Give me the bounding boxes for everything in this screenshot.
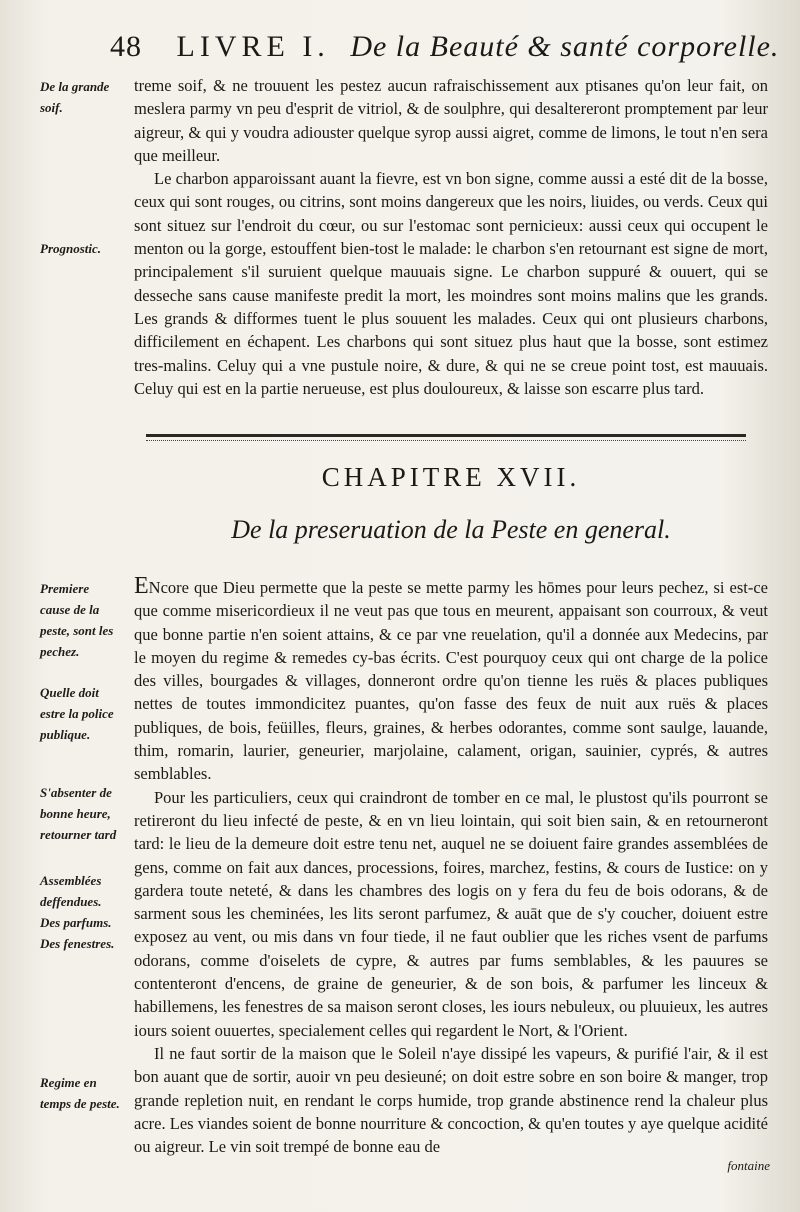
- margin-note-assemblees: Assemblées deffendues. Des parfums. Des fenestres.: [40, 873, 115, 951]
- paragraph-prognostic: Le charbon apparoissant auant la fievre, est vn bon signe, comme aussi a esté dit de la bosse, ceux qui sont rouges, ou citrins, sont moins dangereux que les noirs, liuides, ou verds. Ceux qui sont situez sur l'endroit du cœur, ou sur l'estomac sont pernicieux: aussi ceux qui occupent le menton ou la gorge, estouffent bien-tost le malade: le charbon s'en retournant est signe de mort, principalement s'il suruient quelque mauuais signe. Le charbon suppuré & ouuert, qui se desseche sans cause manifeste predit la mort, les moindres sont moins malins que les grands. Les grands & difformes tuent le plus souuent les malades. Ceux qui ont plusieurs charbons, difficilement en échapent. Les charbons qui sont situez plus haut que la bosse, sont estimez tres-malins. Celuy qui a vne pustule noire, & dure, & qui ne se creue point tost, est mauuais. Celuy qui est en la partie nerueuse, est plus douloureux, & laisse son escarre plus tard.: [134, 169, 768, 398]
- section-plague-signs: [134, 74, 768, 400]
- margin-note-prognostic: Prognostic.: [40, 241, 102, 256]
- margin-note-regime: Regime en temps de peste.: [40, 1075, 120, 1111]
- chapter-subtitle: De la preseruation de la Peste en general.: [231, 515, 671, 544]
- drop-cap: E: [134, 573, 149, 599]
- paragraph-thirst: treme soif, & ne trouuent les pestez aucun rafraischissement aux ptisanes qu'on leur fait, on meslera parmy vn peu d'esprit de vitriol, & de soulphre, qui desaltereront promptement par leur aigreur, & qui y voudra adiouster quelque syrop aussi aigret, comme de limons, le tout n'en sera que meilleur.: [134, 76, 768, 165]
- book-label: LIVRE I.: [176, 30, 330, 63]
- paragraph-regime: Il ne faut sortir de la maison que le Soleil n'aye dissipé les vapeurs, & purifié l'air, & il est bon auant que de sortir, auoir vn peu desieuné; on doit estre sobre en son boire & manger, trop grande repletion nuit, en rendant le corps humide, trop grande abstinence rend la chaleur plus acre. Les viandes soient de bonne nourriture & concoction, & qu'en toutes y aye quelque acidité ou aigreur. Le vin soit trempé de bonne eau de: [134, 1043, 768, 1157]
- margin-note-first-cause: Premiere cause de la peste, sont les pechez.: [40, 581, 114, 659]
- section-preservation: [134, 573, 768, 1158]
- margin-note-absenter: S'absenter de bonne heure, retourner tard: [40, 785, 117, 842]
- chapter-divider: [146, 434, 746, 437]
- catchword: fontaine: [727, 1158, 770, 1173]
- paragraph-divine-cause-text: Ncore que Dieu permette que la peste se mette parmy les hōmes pour leurs pechez, si est-ce que comme misericordieux il ne veut pas que tous en meurent, appaisant son courroux, & veut que bonne partie n'en soient attains, & ce par vne reuelation, qu'il a donnée aux Medecins, par le moyen du regime & remedes cy-bas écrits. C'est pourquoy ceux qui ont charge de la police des villes, bourgades & villages, donneront ordre qu'on tienne les ruës & places publiques nettes de toutes immondicitez puantes, qu'on fasse des feux de nuit aux ruës & places publiques, de bois, feüilles, fleurs, graines, & herbes odorantes, comme sont saulge, lauande, thim, romarin, laurier, geneurier, marjolaine, calament, origan, sauinier, cyprés, & autres semblables.: [134, 578, 768, 784]
- page-number: 48: [110, 30, 142, 63]
- margin-note-police: Quelle doit estre la police publique.: [40, 685, 114, 742]
- chapter-title: CHAPITRE XVII.: [321, 462, 581, 492]
- paragraph-particuliers: Pour les particuliers, ceux qui craindront de tomber en ce mal, le plustost qu'ils pourront se retireront du lieu infecté de peste, & en vn lieu lointain, qui soit bien sain, & en retourneront tard: le lieu de la demeure doit estre tenu net, auquel ne se doiuent faire grandes assemblées de gens, comme on fait aux dances, processions, foires, marchez, festins, & cours de Iustice: on y gardera toute neteté, & dans les chambres des logis on y fera du feu de bois odorans, & de sarment sous les cheminées, les lits seront parfumez, & auāt que de s'y coucher, doiuent estre exposez au vent, ou mis dans vn four tiede, il ne faut oublier que les riches vsent de parfums odorans, comme d'oiselets de cypre, & autres par fums semblables, & les pauures se contenteront d'encens, de graine de geneurier, & de son bois, & parfumer les linceux & habillemens, les fenestres de sa maison seront closes, les iours nebuleux, ou pluuieux, les autres iours soient ouuertes, specialement celles qui regardent le Nort, & l'Orient.: [134, 787, 768, 1040]
- book-subject: De la Beauté & santé corporelle.: [350, 30, 780, 63]
- margin-note-grande-soif: De la grande soif.: [40, 79, 110, 115]
- running-head: [110, 30, 800, 64]
- paragraph-divine-cause: [134, 573, 768, 786]
